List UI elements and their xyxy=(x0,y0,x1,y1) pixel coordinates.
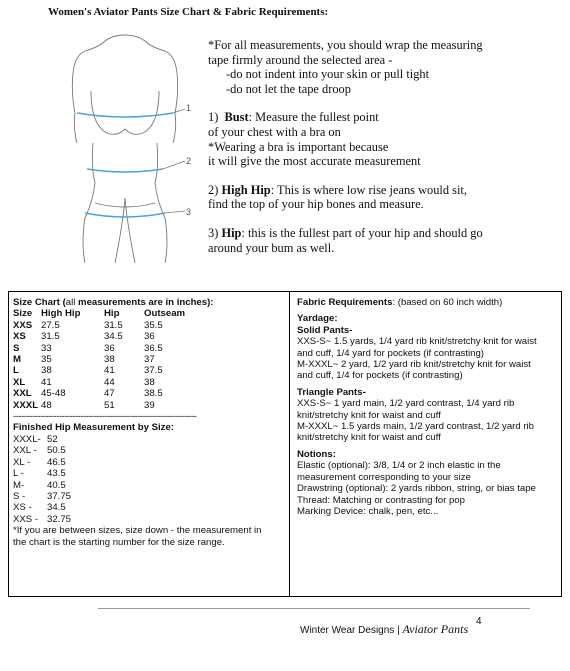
size-fabric-table xyxy=(8,291,562,597)
bust-line: of your chest with a bra on xyxy=(208,124,341,139)
label-1: 1 xyxy=(186,103,192,113)
high-hip-cell: 35 xyxy=(41,354,52,366)
size-chart-row xyxy=(13,343,285,354)
notion-line: Thread: Matching or contrasting for pop xyxy=(297,494,465,506)
outseam-cell: 36.5 xyxy=(144,342,163,354)
finished-value: 32.75 xyxy=(47,513,72,525)
size-chart-header-row: Size High Hip Hip Outseam xyxy=(13,308,186,320)
page-number: 4 xyxy=(476,616,482,627)
size-chart-row xyxy=(13,388,285,399)
finished-size: XXS - xyxy=(13,513,39,525)
intro-line: -do not indent into your skin or pull tight xyxy=(226,67,430,82)
neck-outline xyxy=(105,35,145,41)
size-chart-row xyxy=(13,400,285,411)
hip-tape-line xyxy=(85,213,165,217)
high-hip-cell: 33 xyxy=(41,342,52,354)
high-hip-tape-line xyxy=(87,169,163,172)
hip-cell: 36 xyxy=(104,342,115,354)
size-cell: XXXL xyxy=(13,399,39,411)
fabric-line: XXS-S~ 1.5 yards, 1/4 yard rib knit/stretchy knit for waist xyxy=(297,336,537,348)
size-cell: M xyxy=(13,354,21,366)
divider: -------------------------------------------------------------------- xyxy=(13,411,197,423)
size-note: the chart is the starting number for the size range. xyxy=(13,536,225,548)
size-cell: XXS xyxy=(13,319,33,331)
notion-line: Marking Device: chalk, pen, etc... xyxy=(297,505,439,517)
finished-size: M- xyxy=(13,479,25,491)
finished-size: XXL - xyxy=(13,445,37,457)
fabric-line: and cuff, 1/4 yard for pockets (if contrasting) xyxy=(297,347,484,359)
finished-hip-row xyxy=(13,502,285,513)
size-chart-cell xyxy=(9,292,290,596)
finished-hip-row xyxy=(13,468,285,479)
finished-value: 34.5 xyxy=(47,502,66,514)
bust-tape-line xyxy=(77,113,173,117)
finished-hip-row xyxy=(13,434,285,445)
document-title: Women's Aviator Pants Size Chart & Fabric Requirements: xyxy=(48,6,329,18)
finished-size: XL - xyxy=(13,456,31,468)
size-chart-row xyxy=(13,331,285,342)
fabric-heading: Fabric Requirements: (based on 60 inch width) xyxy=(297,297,503,308)
leg-gap-right xyxy=(125,198,135,263)
hip-instruction: 3) Hip: this is the fullest part of your hip and should go xyxy=(208,225,483,240)
size-cell: S xyxy=(13,342,20,354)
fabric-line: knit/stretchy knit for waist and cuff xyxy=(297,432,441,444)
hip-curve xyxy=(95,203,155,207)
outseam-cell: 37.5 xyxy=(144,365,163,377)
body-measurement-figure xyxy=(55,33,195,263)
finished-value: 43.5 xyxy=(47,468,66,480)
high-hip-cell: 27.5 xyxy=(41,319,60,331)
leg-gap-left xyxy=(115,198,125,263)
size-cell: XL xyxy=(13,376,26,388)
hip-cell: 47 xyxy=(104,388,115,400)
high-hip-cell: 41 xyxy=(41,376,52,388)
high-hip-cell: 45-48 xyxy=(41,388,66,400)
high-hip-cell: 31.5 xyxy=(41,331,60,343)
triangle-pants-heading: Triangle Pants- xyxy=(297,386,366,398)
notion-line: Elastic (optional): 3/8, 1/4 or 2 inch elastic in the xyxy=(297,460,501,472)
finished-value: 37.75 xyxy=(47,490,72,502)
finished-value: 46.5 xyxy=(47,456,66,468)
bust-instruction: 1) Bust: Measure the fullest point xyxy=(208,110,379,125)
finished-hip-row xyxy=(13,480,285,491)
size-note: *If you are between sizes, size down - the measurement in xyxy=(13,525,262,537)
fabric-line: XXS-S~ 1 yard main, 1/2 yard contrast, 1/4 yard rib xyxy=(297,398,515,410)
footer-brand: Aviator Pants xyxy=(402,622,469,636)
hip-line: around your bum as well. xyxy=(208,240,335,255)
hip-cell: 31.5 xyxy=(104,319,123,331)
notions-heading: Notions: xyxy=(297,448,336,460)
outseam-cell: 38.5 xyxy=(144,388,163,400)
finished-value: 50.5 xyxy=(47,445,66,457)
notion-line: measurement corresponding to your size xyxy=(297,471,471,483)
footer-rule xyxy=(98,608,530,609)
outseam-cell: 35.5 xyxy=(144,319,163,331)
finished-size: XS - xyxy=(13,502,32,514)
intro-line: -do not let the tape droop xyxy=(226,81,351,96)
finished-size: S - xyxy=(13,490,26,502)
outseam-cell: 36 xyxy=(144,331,155,343)
size-chart-row xyxy=(13,377,285,388)
hip-cell: 41 xyxy=(104,365,115,377)
fabric-line: knit/stretchy knit for waist and cuff xyxy=(297,409,441,421)
bust-line: it will give the most accurate measurement xyxy=(208,154,421,169)
bust-line: *Wearing a bra is important because xyxy=(208,139,389,154)
outseam-cell: 37 xyxy=(144,354,155,366)
footer: Winter Wear Designs | Aviator Pants xyxy=(300,622,469,636)
intro-line: tape firmly around the selected area - xyxy=(208,52,393,67)
outseam-cell: 38 xyxy=(144,376,155,388)
high-hip-instruction: 2) High Hip: This is where low rise jeans would sit, xyxy=(208,182,467,197)
size-cell: L xyxy=(13,365,19,377)
yardage-heading: Yardage: xyxy=(297,313,338,325)
measurement-instructions xyxy=(208,38,548,255)
high-hip-cell: 48 xyxy=(41,399,52,411)
notion-line: Drawstring (optional): 2 yards ribbon, string, or bias tape xyxy=(297,483,536,495)
hip-cell: 34.5 xyxy=(104,331,123,343)
intro-line: *For all measurements, you should wrap the measuring xyxy=(208,38,483,52)
label-2: 2 xyxy=(186,156,192,166)
size-cell: XXL xyxy=(13,388,32,400)
hip-cell: 51 xyxy=(104,399,115,411)
high-hip-line: find the top of your hip bones and measure. xyxy=(208,197,424,212)
size-chart-row xyxy=(13,354,285,365)
hip-cell: 38 xyxy=(104,354,115,366)
high-hip-cell: 38 xyxy=(41,365,52,377)
finished-value: 40.5 xyxy=(47,479,66,491)
left-bust-outline xyxy=(91,91,125,134)
finished-size: L - xyxy=(13,468,24,480)
finished-hip-row xyxy=(13,491,285,502)
size-chart-row xyxy=(13,320,285,331)
finished-size: XXXL- xyxy=(13,433,41,445)
finished-hip-heading: Finished Hip Measurement by Size: xyxy=(13,422,174,434)
size-chart-heading: Size Chart (all measurements are in inches): xyxy=(13,297,214,308)
finished-hip-row xyxy=(13,514,285,525)
finished-value: 52 xyxy=(47,433,58,445)
solid-pants-heading: Solid Pants- xyxy=(297,324,353,336)
left-side-outline xyxy=(83,143,95,263)
label-3: 3 xyxy=(186,207,192,217)
hip-cell: 44 xyxy=(104,376,115,388)
finished-hip-row xyxy=(13,445,285,456)
right-bust-outline xyxy=(125,91,159,134)
size-chart-row xyxy=(13,365,285,376)
fabric-requirements-cell xyxy=(290,292,561,596)
fabric-line: and cuff, 1/4 for pockets (if contrasting) xyxy=(297,370,463,382)
finished-hip-row xyxy=(13,457,285,468)
right-side-outline xyxy=(155,143,167,263)
fabric-line: M-XXXL~ 2 yard, 1/2 yard rib knit/stretchy knit for waist xyxy=(297,359,531,371)
fabric-line: M-XXXL~ 1.5 yards main, 1/2 yard contrast, 1/2 yard rib xyxy=(297,421,535,433)
size-cell: XS xyxy=(13,331,26,343)
outseam-cell: 39 xyxy=(144,399,155,411)
